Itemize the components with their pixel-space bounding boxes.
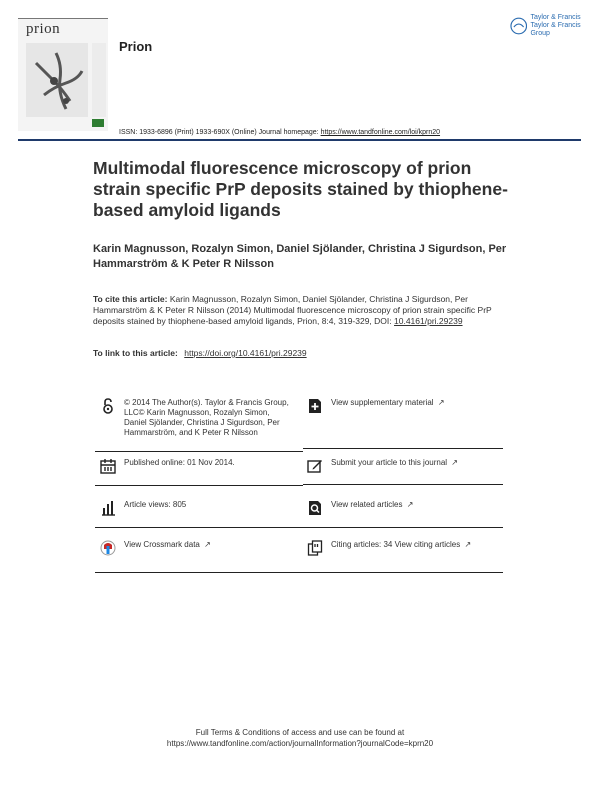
crossmark-link[interactable]: View Crossmark data: [124, 540, 200, 549]
external-link-icon: ↗: [437, 398, 445, 407]
grid-divider: [303, 484, 503, 485]
citing-articles-icon: [307, 540, 323, 556]
supplementary-cell[interactable]: [307, 398, 497, 414]
issn-text: ISSN: 1933-6896 (Print) 1933-690X (Online) Journal homepage:: [119, 129, 319, 136]
cite-text: Karin Magnusson, Rozalyn Simon, Daniel Sjölander, Christina J Sigurdson, Per Hammarström & K Peter R Nilsson (2014) Multimodal fluorescence microscopy of prion strain specific PrP deposits stained by thiophene-based amyloid ligands, Prion, 8:4, 319-329, DOI:: [93, 294, 492, 326]
cover-sidebar: [92, 43, 106, 117]
citation-block: [93, 294, 513, 327]
open-access-icon: [100, 398, 116, 414]
bar-chart-icon: [100, 500, 116, 516]
views-cell: [100, 500, 290, 516]
external-link-icon: ↗: [406, 500, 414, 509]
calendar-icon: [100, 458, 116, 474]
grid-divider: [95, 572, 303, 573]
grid-divider: [95, 527, 303, 528]
article-authors: Karin Magnusson, Rozalyn Simon, Daniel Sjölander, Christina J Sigurdson, Per Hammarström & K Peter R Nilsson: [93, 243, 507, 270]
journal-homepage-link[interactable]: https://www.tandfonline.com/loi/kprn20: [320, 129, 441, 136]
journal-cover: [18, 18, 108, 131]
footer-line1: Full Terms & Conditions of access and use can be found at: [195, 728, 405, 737]
supplementary-link[interactable]: View supplementary material: [331, 398, 434, 407]
citing-cell[interactable]: [307, 540, 497, 556]
grid-divider: [303, 448, 503, 449]
publisher-logo[interactable]: [510, 14, 600, 38]
article-link-line: [93, 348, 513, 358]
publisher-logo-icon: [510, 17, 527, 35]
submit-cell[interactable]: [307, 458, 497, 474]
grid-divider: [95, 451, 303, 452]
footer-terms: [0, 727, 600, 749]
publisher-subname: Taylor & Francis Group: [530, 22, 581, 37]
copyright-cell: [100, 398, 290, 438]
header-divider: [18, 139, 581, 141]
crossmark-icon: [100, 540, 116, 556]
supplementary-plus-icon: [307, 398, 323, 414]
citing-articles-link[interactable]: Citing articles: 34 View citing articles: [331, 540, 461, 549]
journal-name: Prion: [119, 39, 153, 54]
cover-title: prion: [26, 21, 61, 37]
cite-label: To cite this article:: [93, 294, 168, 304]
cover-tag: [92, 119, 104, 127]
grid-divider: [303, 572, 503, 573]
cite-doi-link[interactable]: 10.4161/pri.29239: [394, 316, 463, 326]
related-articles-link[interactable]: View related articles: [331, 500, 403, 509]
external-link-icon: ↗: [204, 540, 211, 549]
issn-line: [119, 129, 440, 136]
related-search-icon: [307, 500, 323, 516]
submit-article-link[interactable]: Submit your article to this journal: [331, 458, 448, 467]
cover-microscopy-image: [26, 43, 88, 117]
related-cell[interactable]: [307, 500, 497, 516]
submit-edit-icon: [307, 458, 323, 474]
grid-divider: [95, 485, 303, 486]
link-label: To link to this article:: [93, 348, 178, 358]
crossmark-cell[interactable]: [100, 540, 290, 556]
copyright-text: © 2014 The Author(s). Taylor & Francis Group, LLC© Karin Magnusson, Rozalyn Simon, Daniel Sjölander, Christina J Sigurdson, Per Hammarström, and K Peter R Nilsson: [124, 398, 289, 437]
article-doi-link[interactable]: https://doi.org/10.4161/pri.29239: [184, 348, 307, 358]
published-date: Published online: 01 Nov 2014.: [124, 458, 235, 467]
publisher-name: Taylor & Francis: [530, 14, 581, 21]
grid-divider: [303, 527, 503, 528]
external-link-icon: ↗: [464, 540, 472, 549]
footer-terms-link[interactable]: https://www.tandfonline.com/action/journalInformation?journalCode=kprn20: [166, 739, 434, 748]
article-title: Multimodal fluorescence microscopy of prion strain specific PrP deposits stained by thiophene-based amyloid ligands: [93, 158, 508, 220]
external-link-icon: ↗: [451, 458, 458, 467]
cover-image: [26, 43, 88, 117]
published-cell: [100, 458, 290, 474]
article-views: Article views: 805: [124, 500, 187, 509]
